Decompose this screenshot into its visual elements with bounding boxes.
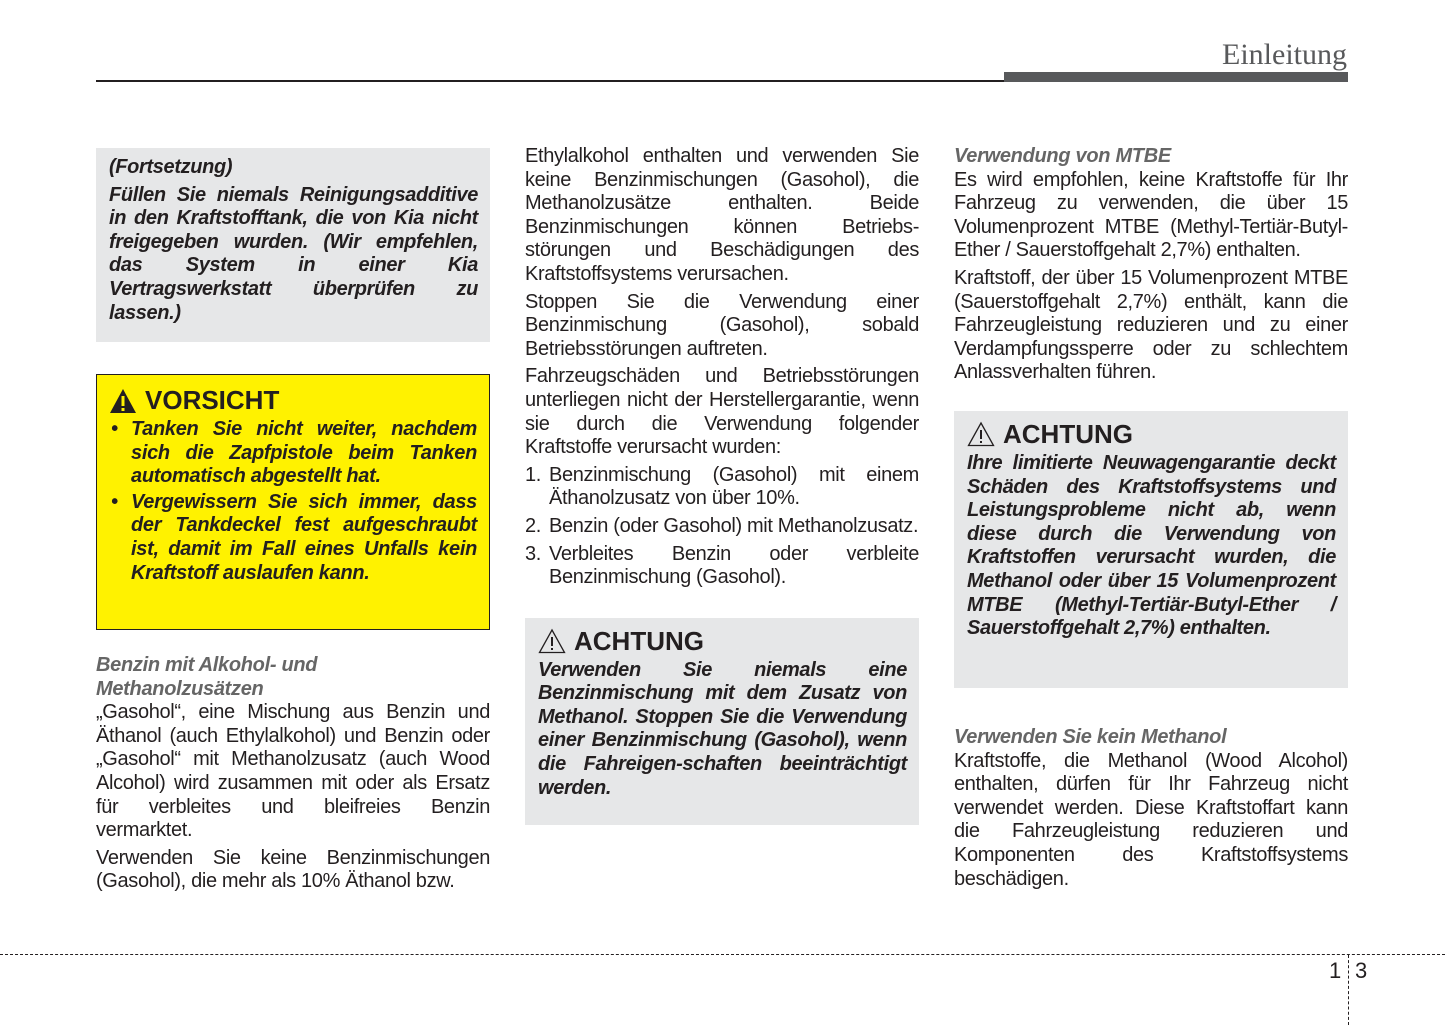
note-lead: (Fortsetzung) [109,156,233,178]
warning-title-text: ACHTUNG [1003,418,1133,449]
page-number: 3 [1355,958,1368,983]
note-text: Füllen Sie niemals Reinigungsadditive in den Kraftstofftank, die von Kia nicht freigegeben wurden. (Wir empfehlen, das System in einer Kia Vertragswerkstatt überprüfen zu lassen.) [109,183,478,324]
list-item: 2. Benzin (oder Gasohol) mit Methanolzusatz. [525,514,919,537]
paragraph: Kraftstoffe, die Methanol (Wood Alcohol) enthalten, dürfen für Ihr Fahrzeug nicht verwendet werden. Diese Kraftstoffart kann die Fahrzeugleistung reduzieren und Komponenten des Kraftstoffsystems beschädigen. [954,749,1348,890]
warning-title [967,419,1336,450]
caution-box [96,374,490,630]
warning-text: Verwenden Sie niemals eine Benzinmischung mit dem Zusatz von Methanol. Stoppen Sie die Verwendung einer Benzinmischung (Gasohol), wenn die Fahreigen-schaften beeinträchtigt werden. [538,658,907,799]
section-heading: Verwenden Sie kein Methanol [954,725,1227,748]
caution-item: • Vergewissern Sie sich immer, dass der Tankdeckel fest aufgeschraubt ist, damit im Fall eines Unfalls kein Kraftstoff auslaufen kann. [109,491,477,585]
footer-rule [0,954,1445,955]
warning-box [954,411,1348,688]
column-3 [954,145,1348,895]
warning-title [538,626,907,657]
list-item: 3. Verbleites Benzin oder verbleite Benzinmischung (Gasohol). [525,542,919,589]
paragraph: Stoppen Sie die Verwendung einer Benzinmischung (Gasohol), sobald Betriebsstörungen auftreten. [525,290,919,360]
fuel-list [525,464,919,590]
warning-triangle-icon [109,388,137,414]
section-heading: Benzin mit Alkohol- und Methanolzusätzen [96,654,318,700]
paragraph: Kraftstoff, der über 15 Volumenprozent MTBE (Sauerstoffgehalt 2,7%) enthält, kann die Fahrzeugleistung reduzieren und zu einer Verdampfungssperre oder zu schlechtem Anlassverhalten führen. [954,266,1348,384]
warning-text: Ihre limitierte Neuwagengarantie deckt Schäden des Kraftstoffsystems und Leistungsprobleme nicht ab, wenn diese durch die Verwendung von Kraftstoffen verursacht wurden, die Methanol oder über 15 Volumenprozent MTBE (Methyl-Tertiär-Butyl-Ether / Sauerstoffgehalt 2,7%) enthalten. [967,451,1336,640]
column-1 [96,148,490,898]
section-heading: Verwendung von MTBE [954,145,1171,167]
caution-title [109,385,477,416]
warning-title-text: ACHTUNG [574,625,704,656]
chapter-number: 1 [1329,958,1342,983]
paragraph: Es wird empfohlen, keine Kraftstoffe für Ihr Fahrzeug zu verwenden, die über 15 Volumenprozent MTBE (Methyl-Tertiär-Butyl-Ether / Sauerstoffgehalt 2,7%) enthalten. [954,168,1348,262]
paragraph: Fahrzeugschäden und Betriebsstörungen unterliegen nicht der Herstellergarantie, wenn sie durch die Verwendung folgender Kraftstoffe verursacht wurden: [525,365,919,459]
caution-item: • Tanken Sie nicht weiter, nachdem sich die Zapfpistole beim Tanken automatisch abgestellt hat. [109,418,477,489]
warning-triangle-icon [967,421,995,447]
caution-title-text: VORSICHT [145,385,280,415]
list-item: 1. Benzinmischung (Gasohol) mit einem Äthanolzusatz von über 10%. [525,463,919,510]
paragraph: „Gasohol“, eine Mischung aus Benzin und Äthanol (auch Ethylalkohol) und Benzin oder „Gasohol“ mit Methanolzusatz (auch Wood Alcohol) wird zusammen mit oder als Ersatz für verbleites und bleifreies Benzin vermarktet. [96,701,490,842]
paragraph: Verwenden Sie keine Benzinmischungen (Gasohol), die mehr als 10% Äthanol bzw. [96,846,490,893]
warning-box [525,618,919,825]
footer-divider [1348,955,1349,1025]
column-2 [525,145,919,825]
paragraph: Ethylalkohol enthalten und verwenden Sie keine Benzinmischungen (Gasohol), die Methanolzusätze enthalten. Beide Benzinmischungen können Betriebs-störungen und Beschädigungen des Kraftstoffsystems verursachen. [525,145,919,285]
header-bar [1004,72,1348,82]
warning-triangle-icon [538,628,566,654]
continuation-note-box [96,148,490,342]
section-title: Einleitung [1222,38,1347,71]
